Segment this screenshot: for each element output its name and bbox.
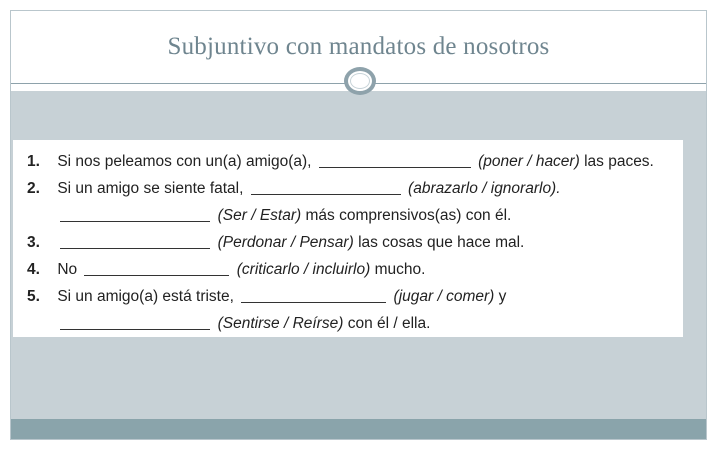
item-hint: (Sentirse / Reírse) bbox=[217, 315, 344, 332]
item-text-after: y bbox=[498, 288, 507, 305]
footer-bar bbox=[11, 419, 706, 439]
answer-blank bbox=[84, 258, 229, 276]
answer-blank bbox=[319, 150, 471, 168]
exercise-item-4 bbox=[27, 256, 673, 283]
exercise-image bbox=[13, 140, 683, 337]
item-number: 4. bbox=[27, 261, 40, 278]
slide-title: Subjuntivo con mandatos de nosotros bbox=[167, 33, 550, 60]
item-text-after: mucho. bbox=[374, 261, 426, 278]
item-number: 1. bbox=[27, 153, 40, 170]
item-number: 2. bbox=[27, 180, 40, 197]
answer-blank bbox=[241, 285, 386, 303]
exercise-item-1 bbox=[27, 148, 673, 175]
item-number: 3. bbox=[27, 234, 40, 251]
item-text: No bbox=[57, 261, 78, 278]
item-text-after: con él / ella. bbox=[347, 315, 431, 332]
exercise-item-3 bbox=[27, 229, 673, 256]
answer-blank bbox=[251, 177, 401, 195]
answer-blank bbox=[60, 312, 210, 330]
item-hint: (Ser / Estar) bbox=[217, 207, 302, 224]
item-hint: (abrazarlo / ignorarlo). bbox=[408, 180, 561, 197]
item-text: Si nos peleamos con un(a) amigo(a), bbox=[57, 153, 312, 170]
exercise-item-2-continued bbox=[27, 202, 673, 229]
item-number: 5. bbox=[27, 288, 40, 305]
answer-blank bbox=[60, 204, 210, 222]
item-text: Si un amigo se siente fatal, bbox=[57, 180, 244, 197]
item-hint: (jugar / comer) bbox=[393, 288, 495, 305]
item-hint: (Perdonar / Pensar) bbox=[217, 234, 354, 251]
item-text-after: las paces. bbox=[584, 153, 654, 170]
item-text-after: más comprensivos(as) con él. bbox=[305, 207, 512, 224]
ring-ornament-icon bbox=[344, 67, 376, 95]
item-hint: (criticarlo / incluirlo) bbox=[236, 261, 371, 278]
item-text: Si un amigo(a) está triste, bbox=[57, 288, 234, 305]
item-hint: (poner / hacer) bbox=[478, 153, 580, 170]
exercise-item-5-continued bbox=[27, 310, 673, 337]
exercise-item-2 bbox=[27, 175, 673, 202]
exercise-item-5 bbox=[27, 283, 673, 310]
answer-blank bbox=[60, 231, 210, 249]
item-text-after: las cosas que hace mal. bbox=[358, 234, 525, 251]
